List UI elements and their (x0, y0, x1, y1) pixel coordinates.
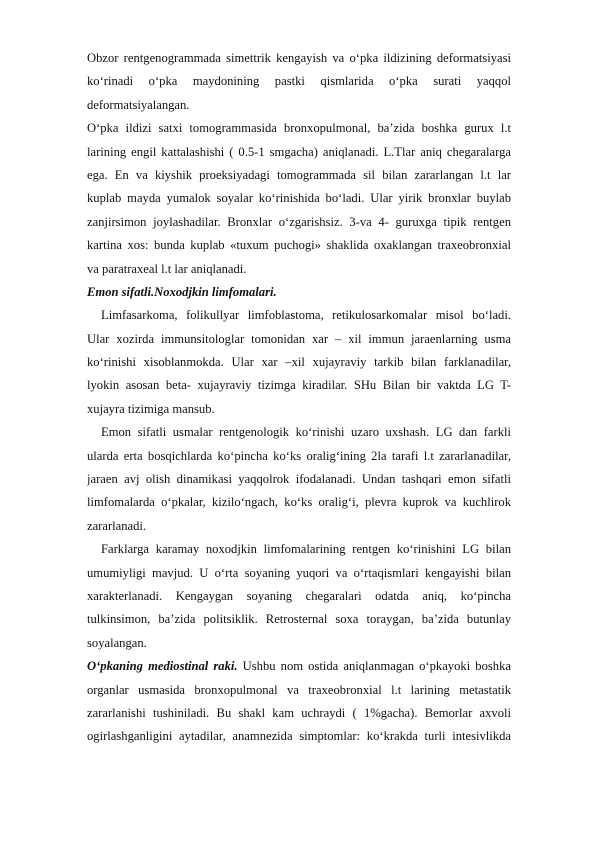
line-text: O‘pka ildizi satxi tomogrammasida bronxopulmonal, ba’zida boshka gurux l.t (87, 121, 511, 136)
text-line (87, 141, 511, 164)
heading-text: Emon sifatli.Noxodjkin limfomalari. (87, 284, 277, 299)
line-text: lyokin asosan beta- xujayraviy tizimga kiradilar. SHu Bilan bir vaktda LG T- (87, 378, 511, 393)
text-line (87, 585, 511, 608)
text-line (87, 70, 511, 93)
section-heading (87, 281, 511, 304)
line-text: ularda erta bosqichlarda ko‘pincha ko‘ks oralig‘ining 2la tarafi l.t zararlanadilar, (87, 448, 511, 463)
line-text: zararlanishi tushiniladi. Bu shakl kam uchraydi ( 1%gacha). Bemorlar axvoli (87, 705, 511, 720)
text-line (87, 632, 511, 655)
text-line (87, 234, 511, 257)
text-line (87, 258, 511, 281)
text-line (87, 702, 511, 725)
line-text: kartina xos: bunda kuplab «tuxum puchogi» shaklida oxaklangan traxeobronxial (87, 238, 511, 253)
text-line (87, 94, 511, 117)
text-line (87, 304, 511, 327)
text-line (87, 187, 511, 210)
line-text: deformatsiyalangan. (87, 97, 190, 112)
line-text: Ular xozirda immunsitologlar tomonidan xar – xil immun jaraenlarning usma (87, 331, 511, 346)
line-text: tulkinsimon, ba’zida politsiklik. Retrosternal soxa toraygan, ba’zida butunlay (87, 612, 511, 627)
line-text: zanjirsimon joylashadilar. Bronxlar o‘zgarishsiz. 3-va 4- guruxga tipik rentgen (87, 214, 511, 229)
text-line (87, 515, 511, 538)
line-text: xarakterlanadi. Kengaygan soyaning chegaralari odatda aniq, ko‘pincha (87, 588, 511, 603)
text-line (87, 655, 511, 678)
text-line (87, 328, 511, 351)
line-text: umumiyligi mavjud. U o‘rta soyaning yuqori va o‘rtaqismlari kengayishi bilan (87, 565, 511, 580)
text-line (87, 421, 511, 444)
inline-heading: O‘pkaning mediostinal raki. (87, 659, 238, 674)
line-text: Obzor rentgenogrammada simettrik kengayish va o‘pka ildizining deformatsiyasi (87, 51, 511, 65)
text-line (87, 468, 511, 491)
text-line (87, 608, 511, 631)
line-text: ogirlashganligini aytadilar, anamnezida simptomlar: ko‘krakda turli intesivlikda (87, 729, 511, 744)
line-text: kuplab mayda yumalok soyalar ko‘rinishida bo‘ladi. Ular yirik bronxlar buylab (87, 191, 511, 206)
line-text: limfomalarda o‘pkalar, kizilo‘ngach, ko‘ks oralig‘i, plevra kuprok va kuchlirok (87, 495, 511, 510)
document-body (87, 47, 511, 749)
line-text: ko‘rinadi o‘pka maydonining pastki qismlarida o‘pka surati yaqqol (87, 74, 511, 89)
line-text: organlar usmasida bronxopulmonal va traxeobronxial l.t larining metastatik (87, 682, 511, 697)
line-text: xujayra tizimiga mansub. (87, 401, 215, 416)
line-text: larining engil kattalashishi ( 0.5-1 smgacha) aniqlanadi. L.Tlar aniq chegaralarga (87, 144, 511, 159)
text-line (87, 374, 511, 397)
text-line (87, 398, 511, 421)
text-line (87, 491, 511, 514)
text-line (87, 445, 511, 468)
text-line (87, 47, 511, 70)
text-line (87, 164, 511, 187)
line-text: va paratraxeal l.t lar aniqlanadi. (87, 261, 247, 276)
line-text: zararlanadi. (87, 518, 147, 533)
text-line (87, 351, 511, 374)
text-line (87, 725, 511, 748)
text-line (87, 562, 511, 585)
line-text: Emon sifatli usmalar rentgenologik ko‘rinishi uzaro uxshash. LG dan farkli (101, 425, 511, 440)
text-line (87, 538, 511, 561)
line-text: Ushbu nom ostida aniqlanmagan o‘pkayoki boshka (237, 659, 511, 674)
line-text: soyalangan. (87, 635, 147, 650)
text-line (87, 117, 511, 140)
line-text: Farklarga karamay noxodjkin limfomalarining rentgen ko‘rinishini LG bilan (101, 542, 511, 557)
line-text: ega. En va kiyshik proeksiyadagi tomogrammada sil bilan zararlangan l.t lar (87, 167, 511, 182)
text-line (87, 679, 511, 702)
line-text: jaraen avj olish dinamikasi yaqqolrok ifodalanadi. Undan tashqari emon sifatli (87, 472, 511, 487)
line-text: ko‘rinishi xisoblanmokda. Ular xar –xil xujayraviy tarkib bilan farklanadilar, (87, 355, 511, 370)
line-text: Limfasarkoma, folikullyar limfoblastoma, retikulosarkomalar misol bo‘ladi. (101, 308, 511, 323)
text-line (87, 211, 511, 234)
